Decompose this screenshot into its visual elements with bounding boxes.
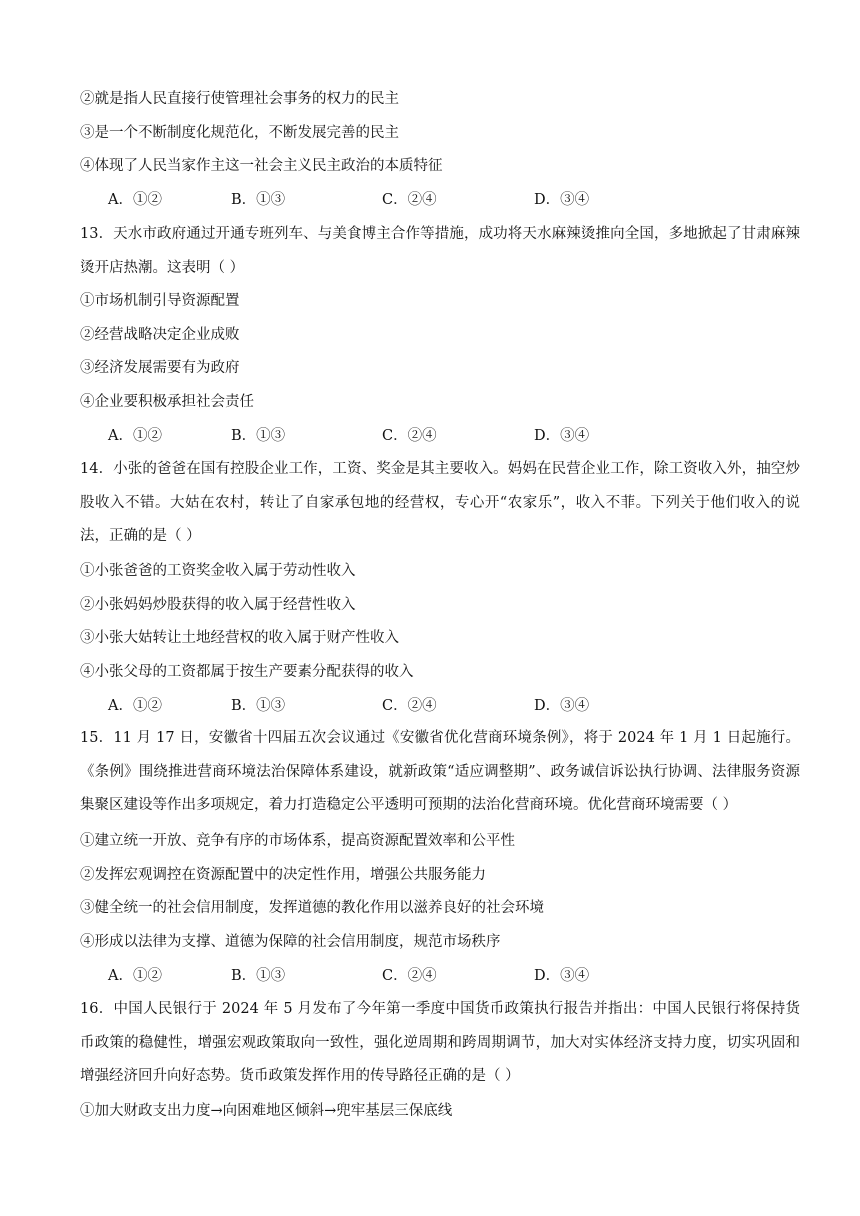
q12-item-3: ③是一个不断制度化规范化，不断发展完善的民主: [80, 125, 399, 141]
q15-option-c[interactable]: C．②④: [382, 968, 437, 984]
q12-option-a[interactable]: A．①②: [108, 192, 162, 208]
q13-item-3: ③经济发展需要有为政府: [80, 360, 240, 376]
q12-option-d[interactable]: D．③④: [534, 192, 590, 208]
q12-options: [108, 190, 708, 210]
q13-option-b[interactable]: B．①③: [231, 428, 286, 444]
q13-option-d[interactable]: D．③④: [534, 428, 590, 444]
q14-option-a[interactable]: A．①②: [108, 698, 162, 714]
q16-stem: 16．中国人民银行于 2024 年 5 月发布了今年第一季度中国货币政策执行报告并指出：中国人民银行将保持货币政策的稳健性，增强宏观政策取向一致性，强化逆周期和跨周期调节，加大对实体经济支持力度，切实巩固和增强经济回升向好态势。货币政策发挥作用的传导路径正确的是（ ）: [80, 1001, 800, 1085]
q12-item-4: ④体现了人民当家作主这一社会主义民主政治的本质特征: [80, 158, 443, 174]
q14-item-4: ④小张父母的工资都属于按生产要素分配获得的收入: [80, 664, 414, 680]
q13-item-1: ①市场机制引导资源配置: [80, 293, 240, 309]
q15-option-a[interactable]: A．①②: [108, 968, 162, 984]
q14-option-b[interactable]: B．①③: [231, 698, 286, 714]
q14-options: [108, 696, 708, 716]
q12-item-2: ②就是指人民直接行使管理社会事务的权力的民主: [80, 91, 399, 107]
q16-item-1: ①加大财政支出力度→向困难地区倾斜→兜牢基层三保底线: [80, 1103, 453, 1119]
q15-option-d[interactable]: D．③④: [534, 968, 590, 984]
q15-item-4: ④形成以法律为支撑、道德为保障的社会信用制度，规范市场秩序: [80, 934, 501, 950]
q13-option-c[interactable]: C．②④: [382, 428, 437, 444]
q14-option-c[interactable]: C．②④: [382, 698, 437, 714]
q14-stem: 14．小张的爸爸在国有控股企业工作，工资、奖金是其主要收入。妈妈在民营企业工作，除工资收入外，抽空炒股收入不错。大姑在农村，转让了自家承包地的经营权，专心开“农家乐”，收入不菲。下列关于他们收入的说法，正确的是（ ）: [80, 461, 800, 545]
q14-option-d[interactable]: D．③④: [534, 698, 590, 714]
q14-item-1: ①小张爸爸的工资奖金收入属于劳动性收入: [80, 563, 356, 579]
q15-option-b[interactable]: B．①③: [231, 968, 286, 984]
q13-item-4: ④企业要积极承担社会责任: [80, 394, 254, 410]
q15-stem: 15．11 月 17 日，安徽省十四届五次会议通过《安徽省优化营商环境条例》，将于 2024 年 1 月 1 日起施行。《条例》围绕推进营商环境法治保障体系建设，就新政策“适应调整期”、政务诚信诉讼执行协调、法律服务资源集聚区建设等作出多项规定，着力打造稳定公平透明可预期的法治化营商环境。优化营商环境需要（ ）: [80, 730, 800, 814]
q15-options: [108, 966, 708, 986]
q12-option-b[interactable]: B．①③: [231, 192, 286, 208]
q15-item-3: ③健全统一的社会信用制度，发挥道德的教化作用以滋养良好的社会环境: [80, 900, 544, 916]
q13-stem: 13．天水市政府通过开通专班列车、与美食博主合作等措施，成功将天水麻辣烫推向全国，多地掀起了甘肃麻辣烫开店热潮。这表明（ ）: [80, 226, 800, 276]
q12-option-c[interactable]: C．②④: [382, 192, 437, 208]
q13-item-2: ②经营战略决定企业成败: [80, 327, 240, 343]
q15-item-1: ①建立统一开放、竞争有序的市场体系，提高资源配置效率和公平性: [80, 833, 515, 849]
q14-item-2: ②小张妈妈炒股获得的收入属于经营性收入: [80, 597, 356, 613]
q14-item-3: ③小张大姑转让土地经营权的收入属于财产性收入: [80, 630, 399, 646]
q13-option-a[interactable]: A．①②: [108, 428, 162, 444]
q13-options: [108, 426, 708, 446]
q15-item-2: ②发挥宏观调控在资源配置中的决定性作用，增强公共服务能力: [80, 867, 486, 883]
